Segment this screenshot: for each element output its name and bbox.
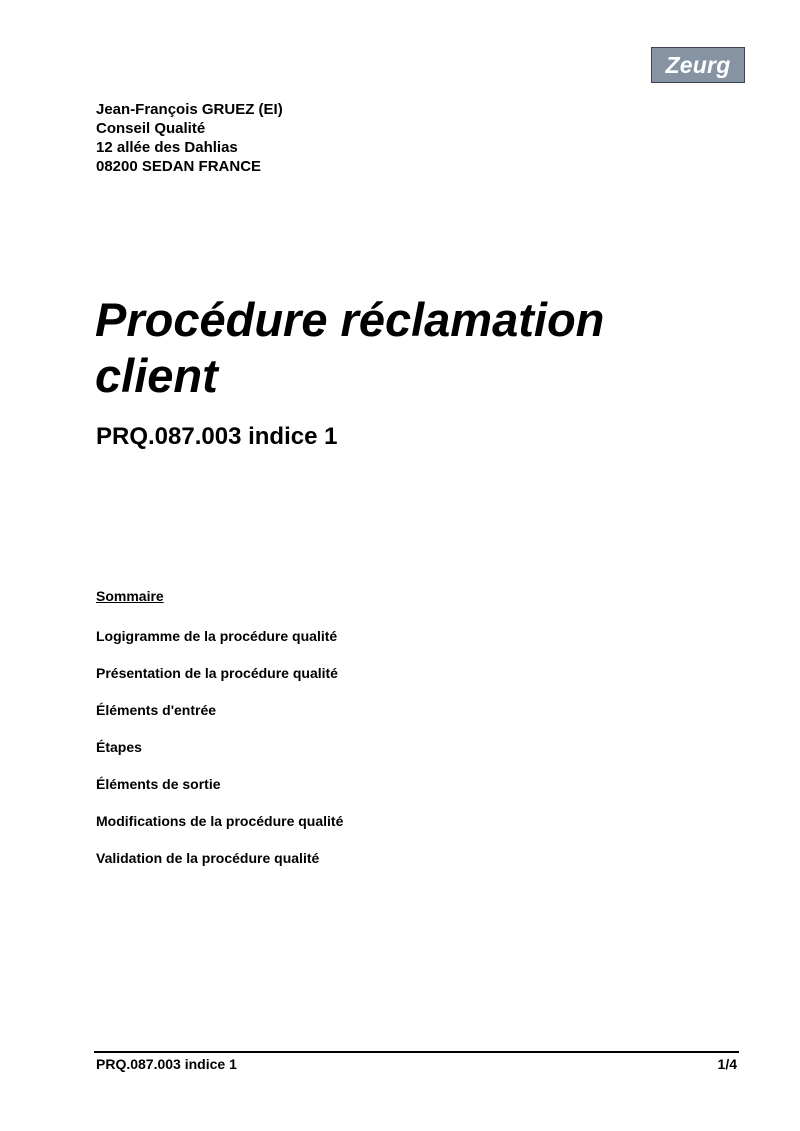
summary-heading: Sommaire <box>96 588 164 604</box>
footer-reference: PRQ.087.003 indice 1 <box>96 1056 237 1072</box>
summary-item-elements-entree: Éléments d'entrée <box>96 702 217 718</box>
document-title: Procédure réclamation client <box>95 293 605 402</box>
address-name: Jean-François GRUEZ (EI) <box>96 101 283 118</box>
summary-item-presentation: Présentation de la procédure qualité <box>96 665 338 681</box>
document-reference: PRQ.087.003 indice 1 <box>96 423 338 450</box>
footer-divider <box>94 1051 739 1053</box>
summary-item-elements-sortie: Éléments de sortie <box>96 776 221 792</box>
summary-item-validation: Validation de la procédure qualité <box>96 850 320 866</box>
address-street: 12 allée des Dahlias <box>96 139 238 156</box>
address-role: Conseil Qualité <box>96 120 206 137</box>
summary-item-modifications: Modifications de la procédure qualité <box>96 813 344 829</box>
page-number: 1/4 <box>717 1056 737 1072</box>
summary-list <box>96 626 343 885</box>
address-city: 08200 SEDAN FRANCE <box>96 158 262 175</box>
summary-item-etapes: Étapes <box>96 739 142 755</box>
sender-address <box>96 100 496 176</box>
company-logo: Zeurg <box>651 47 745 83</box>
summary-item-logigramme: Logigramme de la procédure qualité <box>96 628 338 644</box>
